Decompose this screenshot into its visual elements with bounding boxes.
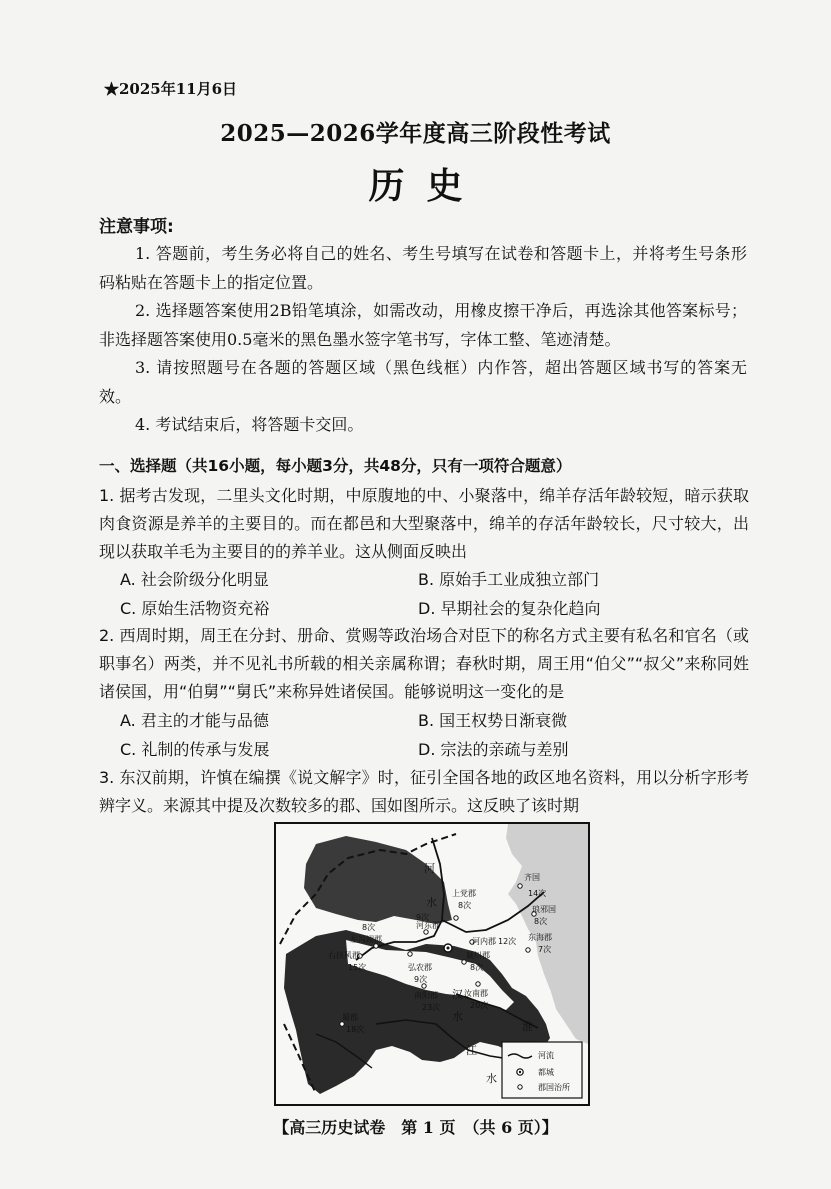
svg-text:蜀郡: 蜀郡: [342, 1013, 358, 1022]
svg-text:8次: 8次: [458, 901, 472, 910]
legend-river: 河流: [538, 1051, 554, 1060]
river-label-shui-1: 水: [426, 896, 437, 909]
svg-text:8次: 8次: [534, 917, 548, 926]
map-legend: [502, 1042, 582, 1098]
svg-text:20次: 20次: [470, 1001, 489, 1010]
river-label-shui-4: 水: [486, 1072, 497, 1085]
svg-text:颍川郡: 颍川郡: [466, 951, 490, 960]
svg-text:7次: 7次: [538, 945, 552, 954]
svg-text:河内郡: 河内郡: [472, 937, 496, 946]
q1-option-d: D. 早期社会的复杂化趋向: [418, 599, 601, 618]
svg-text:9次: 9次: [414, 975, 428, 984]
river-label-shui-3: 水: [452, 1010, 463, 1023]
map-svg: [276, 824, 588, 1104]
svg-text:15次: 15次: [348, 963, 367, 972]
svg-text:左冯翊郡: 左冯翊郡: [350, 935, 382, 944]
section-heading: 一、选择题（共16小题，每小题3分，共48分，只有一项符合题意）: [99, 457, 572, 475]
note-item-2: [99, 297, 747, 354]
svg-text:9次: 9次: [416, 913, 430, 922]
legend-seat: 郡国治所: [538, 1083, 570, 1092]
svg-text:23次: 23次: [422, 1003, 441, 1012]
q1-option-a: A. 社会阶级分化明显: [120, 570, 269, 589]
exam-date: ★2025年11月6日: [104, 80, 238, 98]
note-item-3: [99, 354, 747, 411]
q1-option-c: C. 原始生活物资充裕: [120, 599, 270, 618]
question-3-stem: 3. 东汉前期，许慎在编撰《说文解字》时，征引全国各地的政区地名资料，用以分析字形考辨字义。来源其中提及次数较多的郡、国如图所示。这反映了该时期: [99, 768, 749, 815]
notes-heading: 注意事项:: [99, 217, 174, 237]
svg-text:18次: 18次: [346, 1025, 365, 1034]
note-item-1: [99, 240, 747, 297]
svg-text:14次: 14次: [528, 889, 547, 898]
svg-text:齐国: 齐国: [524, 873, 540, 882]
q2-option-b: B. 国王权势日渐衰微: [418, 711, 568, 730]
q2-option-d: D. 宗法的亲疏与差别: [418, 740, 569, 759]
svg-text:8次: 8次: [470, 963, 484, 972]
note-text: 3. 请按照题号在各题的答题区域（黑色线框）内作答，超出答题区域书写的答案无效。: [99, 358, 747, 406]
svg-text:12次: 12次: [498, 937, 517, 946]
svg-text:8次: 8次: [362, 923, 376, 932]
legend-capital: 都城: [538, 1068, 554, 1077]
han-commandery-map: [274, 822, 590, 1106]
svg-text:弘农郡: 弘农郡: [408, 963, 432, 972]
svg-text:东海郡: 东海郡: [528, 933, 552, 942]
svg-text:汝南郡: 汝南郡: [464, 989, 488, 998]
svg-text:右扶风郡: 右扶风郡: [328, 951, 360, 960]
svg-text:上党郡: 上党郡: [452, 889, 476, 898]
note-item-4: [99, 411, 747, 440]
note-text: 1. 答题前，考生务必将自己的姓名、考生号填写在试卷和答题卡上，并将考生号条形码粘贴在答题卡上的指定位置。: [99, 244, 747, 292]
river-label-he: 河: [424, 862, 435, 875]
svg-text:琅邪国: 琅邪国: [532, 905, 556, 914]
river-label-huai: 淮: [522, 1020, 533, 1033]
svg-text:南阳郡: 南阳郡: [414, 991, 438, 1000]
river-label-han: 汉: [452, 988, 463, 1001]
question-2-stem: 2. 西周时期，周王在分封、册命、赏赐等政治场合对臣下的称名方式主要有私名和官名（或职事名）两类，并不见礼书所载的相关亲属称谓；春秋时期，周王用“伯父”“叔父”来称同姓诸侯国，用“伯舅”“舅氏”来称异姓诸侯国。能够说明这一变化的是: [99, 626, 749, 701]
page-footer: 【高三历史试卷 第 1 页 （共 6 页）】: [273, 1118, 558, 1137]
northern-land: [304, 836, 452, 924]
exam-title: 2025—2026学年度高三阶段性考试: [220, 120, 611, 147]
place-shangdang: [452, 888, 476, 920]
river-label-jiang: 江: [466, 1044, 477, 1057]
q2-option-a: A. 君主的才能与品德: [120, 711, 269, 730]
svg-text:河东郡: 河东郡: [416, 921, 440, 930]
q2-option-c: C. 礼制的传承与发展: [120, 740, 270, 759]
note-text: 2. 选择题答案使用2B铅笔填涂，如需改动，用橡皮擦干净后，再选涂其他答案标号；非选择题答案使用0.5毫米的黑色墨水签字笔书写，字体工整、笔迹清楚。: [99, 301, 747, 349]
note-text: 4. 考试结束后，将答题卡交回。: [135, 415, 364, 434]
place-henei: [470, 936, 516, 946]
subject-title: 历史: [368, 165, 485, 207]
q1-option-b: B. 原始手工业成独立部门: [418, 570, 600, 589]
question-1-stem: 1. 据考古发现，二里头文化时期，中原腹地的中、小聚落中，绵羊存活年龄较短，暗示获取肉食资源是养羊的主要目的。而在都邑和大型聚落中，绵羊的存活年龄较长，尺寸较大，出现以获取羊毛为主要目的的养羊业。这从侧面反映出: [99, 486, 749, 561]
